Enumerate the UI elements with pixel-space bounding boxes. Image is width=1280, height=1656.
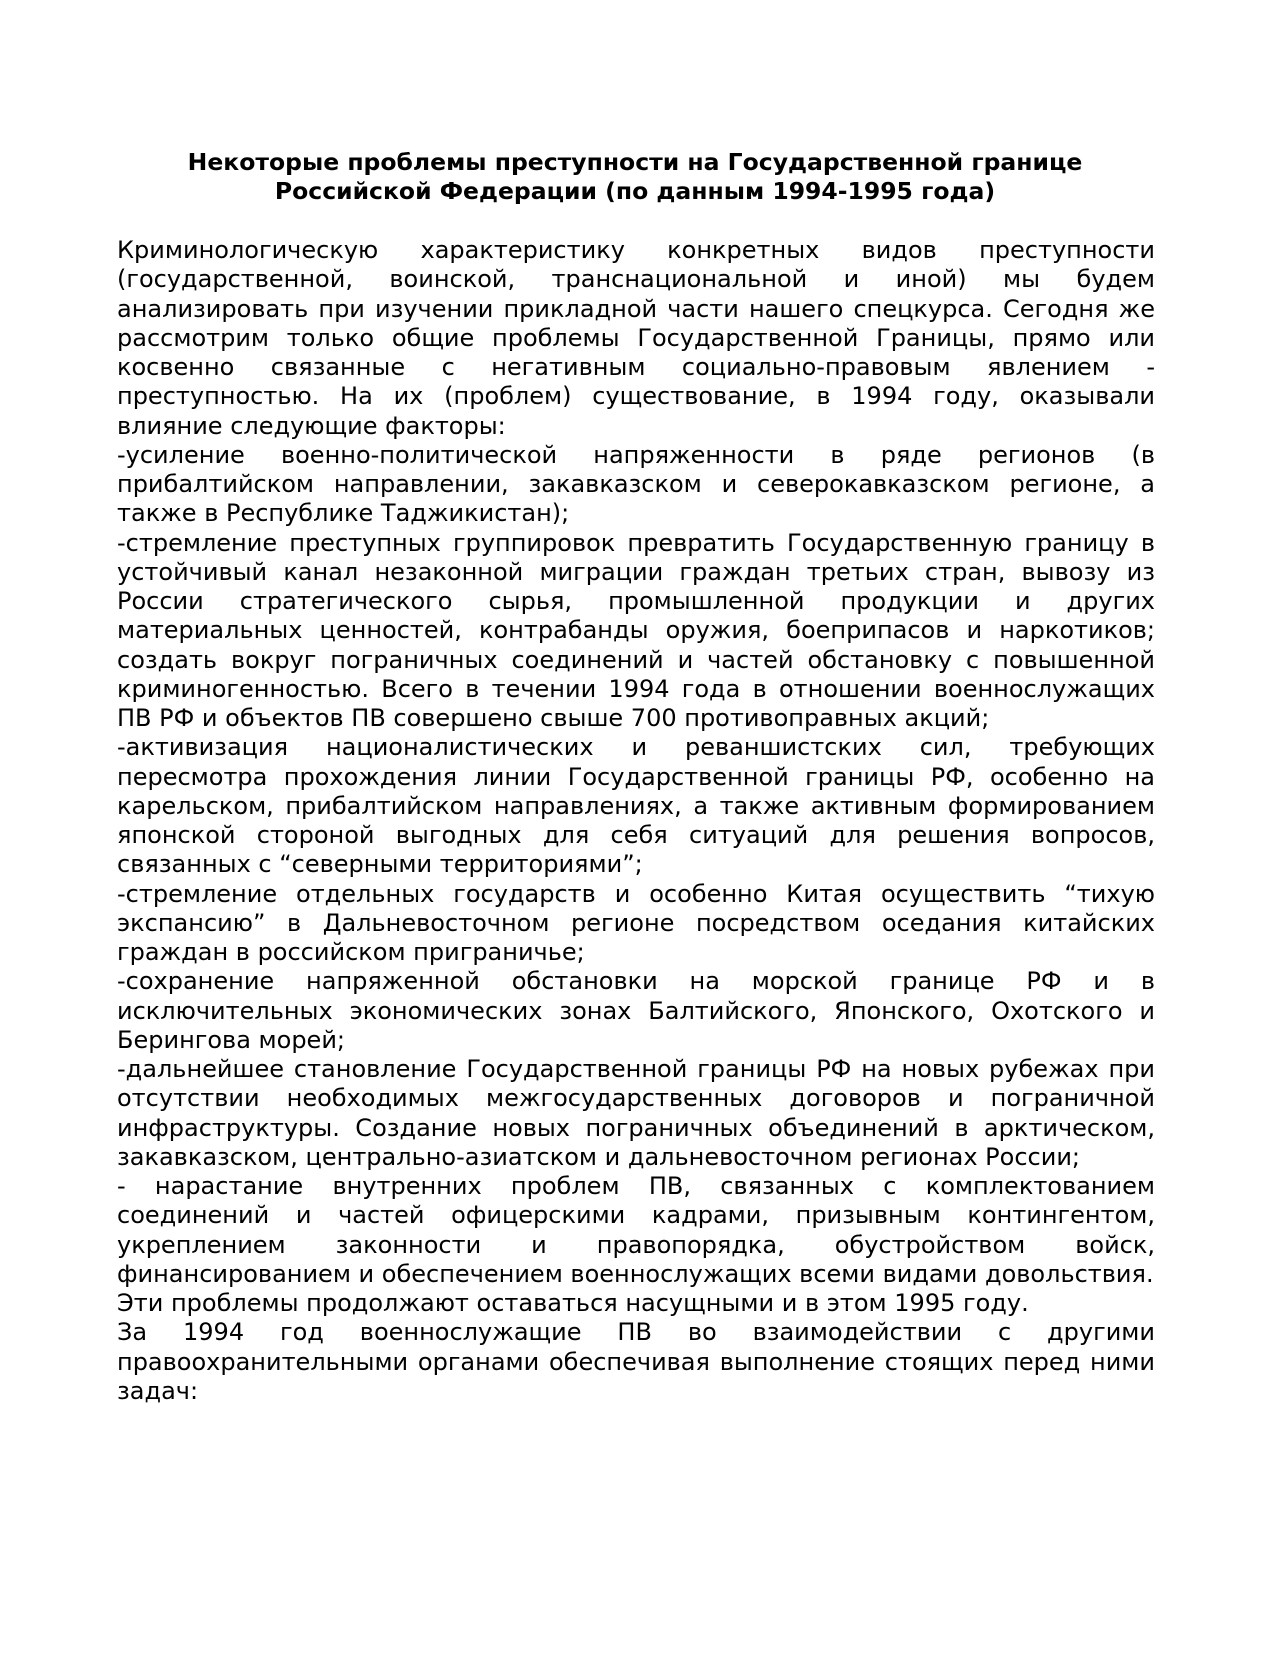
paragraph-problems-remain: Эти проблемы продолжают оставаться насущными и в этом 1995 году. xyxy=(117,1289,1029,1317)
paragraph-1994-results: За 1994 год военнослужащие ПВ во взаимодействии с другими правоохранительными органами обеспечивая выполнение стоящих перед ними задач: xyxy=(117,1318,1155,1405)
document-title xyxy=(117,148,1153,206)
paragraph-factor-military-tension: -усиление военно-политической напряженности в ряде регионов (в прибалтийском направлении, закавказском и северокавказском регионе, а также в Республике Таджикистан); xyxy=(117,440,1155,528)
paragraph-intro: Криминологическую характеристику конкретных видов преступности (государственной, воинской, транснациональной и иной) мы будем анализировать при изучении прикладной части нашего спецкурса. Сегодня же рассмотрим только общие проблемы Государственной Границы, прямо или косвенно связанные с негативным социально-правовым явлением - преступностью. На их (проблем) существование, в 1994 году, оказывали влияние следующие факторы: xyxy=(117,236,1155,440)
paragraph-factor-criminal-groups: -стремление преступных группировок превратить Государственную границу в устойчивый канал незаконной миграции граждан третьих стран, вывозу из России стратегического сырья, промышленной продукции и других материальных ценностей, контрабанды оружия, боеприпасов и наркотиков; создать вокруг пограничных соединений и частей обстановку с повышенной криминогенностью. Всего в течении 1994 года в отношении военнослужащих ПВ РФ и объектов ПВ совершено свыше 700 противоправных акций; xyxy=(117,528,1155,732)
title-line-1: Некоторые проблемы преступности на Государственной границе xyxy=(187,148,1083,176)
title-line-2: Российской Федерации (по данным 1994-1995 года) xyxy=(274,177,996,205)
paragraph-factor-china-expansion: -стремление отдельных государств и особенно Китая осуществить “тихую экспансию” в Дальневосточном регионе посредством оседания китайских граждан в российском приграничье; xyxy=(117,879,1155,966)
document-body xyxy=(117,236,1155,1406)
paragraph-factor-maritime-border: -сохранение напряженной обстановки на морской границе РФ и в исключительных экономических зонах Балтийского, Японского, Охотского и Берингова морей; xyxy=(117,967,1155,1054)
paragraph-factor-new-border-lines: -дальнейшее становление Государственной границы РФ на новых рубежах при отсутствии необходимых межгосударственных договоров и пограничной инфраструктуры. Создание новых пограничных объединений в арктическом, закавказском, центрально-азиатском и дальневосточном регионах России; xyxy=(117,1055,1155,1171)
paragraph-factor-nationalist-forces: -активизация националистических и реваншистских сил, требующих пересмотра прохождения линии Государственной границы РФ, особенно на карельском, прибалтийском направлениях, а также активным формированием японской стороной выгодных для себя ситуаций для решения вопросов, связанных с “северными территориями”; xyxy=(117,733,1155,879)
paragraph-factor-internal-problems: - нарастание внутренних проблем ПВ, связанных с комплектованием соединений и частей офицерскими кадрами, призывным контингентом, укреплением законности и правопорядка, обустройством войск, финансированием и обеспечением военнослужащих всеми видами довольствия. xyxy=(117,1172,1155,1288)
